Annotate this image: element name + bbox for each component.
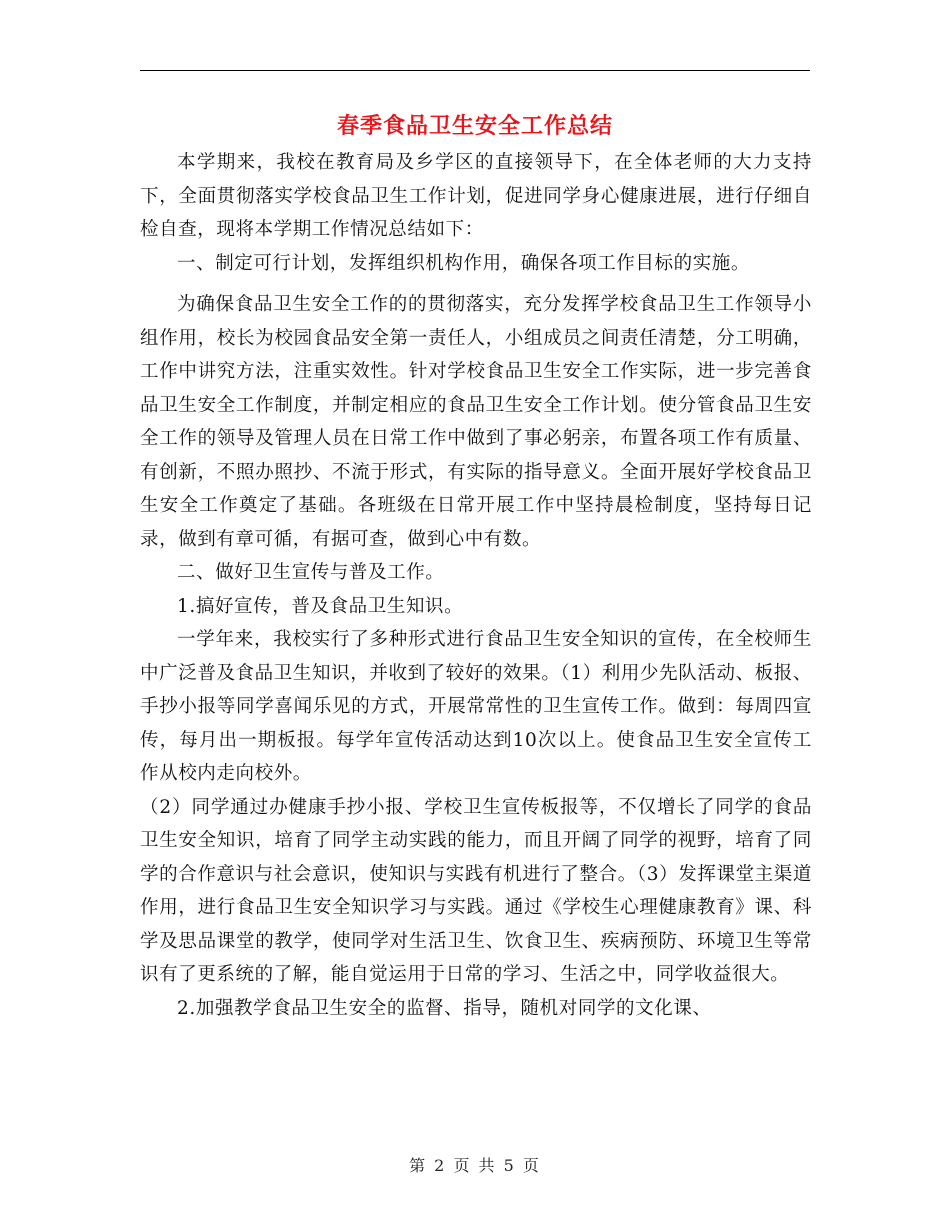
paragraph-handcopy: （2）同学通过办健康手抄小报、学校卫生宣传板报等，不仅增长了同学的食品卫生安全知识，培育了同学主动实践的能力，而且开阔了同学的视野，培育了同学的合作意识与社会意识，使知识与实践有机进行了整合。（3）发挥课堂主渠道作用，进行食品卫生安全知识学习与实践。通过《学校生心理健康教育》课、科学及思品课堂的教学，使同学对生活卫生、饮食卫生、疾病预防、环境卫生等常识有了更系统的了解，能自觉运用于日常的学习、生活之中，同学收益很大。 bbox=[140, 796, 812, 985]
paragraph-intro: 本学期来，我校在教育局及乡学区的直接领导下，在全体老师的大力支持下，全面贯彻落实学校食品卫生工作计划，促进同学身心健康进展，进行仔细自检自查，现将本学期工作情况总结如下： bbox=[140, 152, 812, 240]
document-title: 春季食品卫生安全工作总结 bbox=[336, 113, 613, 139]
paragraph-publicity: 一学年来，我校实行了多种形式进行食品卫生安全知识的宣传，在全校师生中广泛普及食品卫生知识，并收到了较好的效果。（1）利用少先队活动、板报、手抄小报等同学喜闻乐见的方式，开展常常性的卫生宣传工作。做到：每周四宣传，每月出一期板报。每学年宣传活动达到10次以上。使食品卫生安全宣传工作从校内走向校外。 bbox=[140, 629, 812, 784]
document-body bbox=[140, 146, 812, 1025]
section-heading-2: 二、做好卫生宣传与普及工作。 bbox=[177, 562, 445, 583]
header-rule bbox=[140, 70, 810, 71]
paragraph-plan: 为确保食品卫生安全工作的的贯彻落实，充分发挥学校食品卫生工作领导小组作用，校长为校园食品安全第一责任人，小组成员之间责任清楚，分工明确，工作中讲究方法，注重实效性。针对学校食品卫生安全工作实际，进一步完善食品卫生安全工作制度，并制定相应的食品卫生安全工作计划。使分管食品卫生安全工作的领导及管理人员在日常工作中做到了事必躬亲，布置各项工作有质量、有创新，不照办照抄、不流于形式，有实际的指导意义。全面开展好学校食品卫生安全工作奠定了基础。各班级在日常开展工作中坚持晨检制度，坚持每日记录，做到有章可循，有据可查，做到心中有数。 bbox=[140, 294, 812, 550]
page-footer: 第 2 页 共 5 页 bbox=[409, 1156, 541, 1175]
subsection-heading-1: 1.搞好宣传，普及食品卫生知识。 bbox=[177, 595, 464, 617]
subsection-heading-2: 2.加强教学食品卫生安全的监督、指导，随机对同学的文化课、 bbox=[177, 997, 712, 1019]
section-heading-1: 一、制定可行计划，发挥组织机构作用，确保各项工作目标的实施。 bbox=[177, 252, 751, 274]
